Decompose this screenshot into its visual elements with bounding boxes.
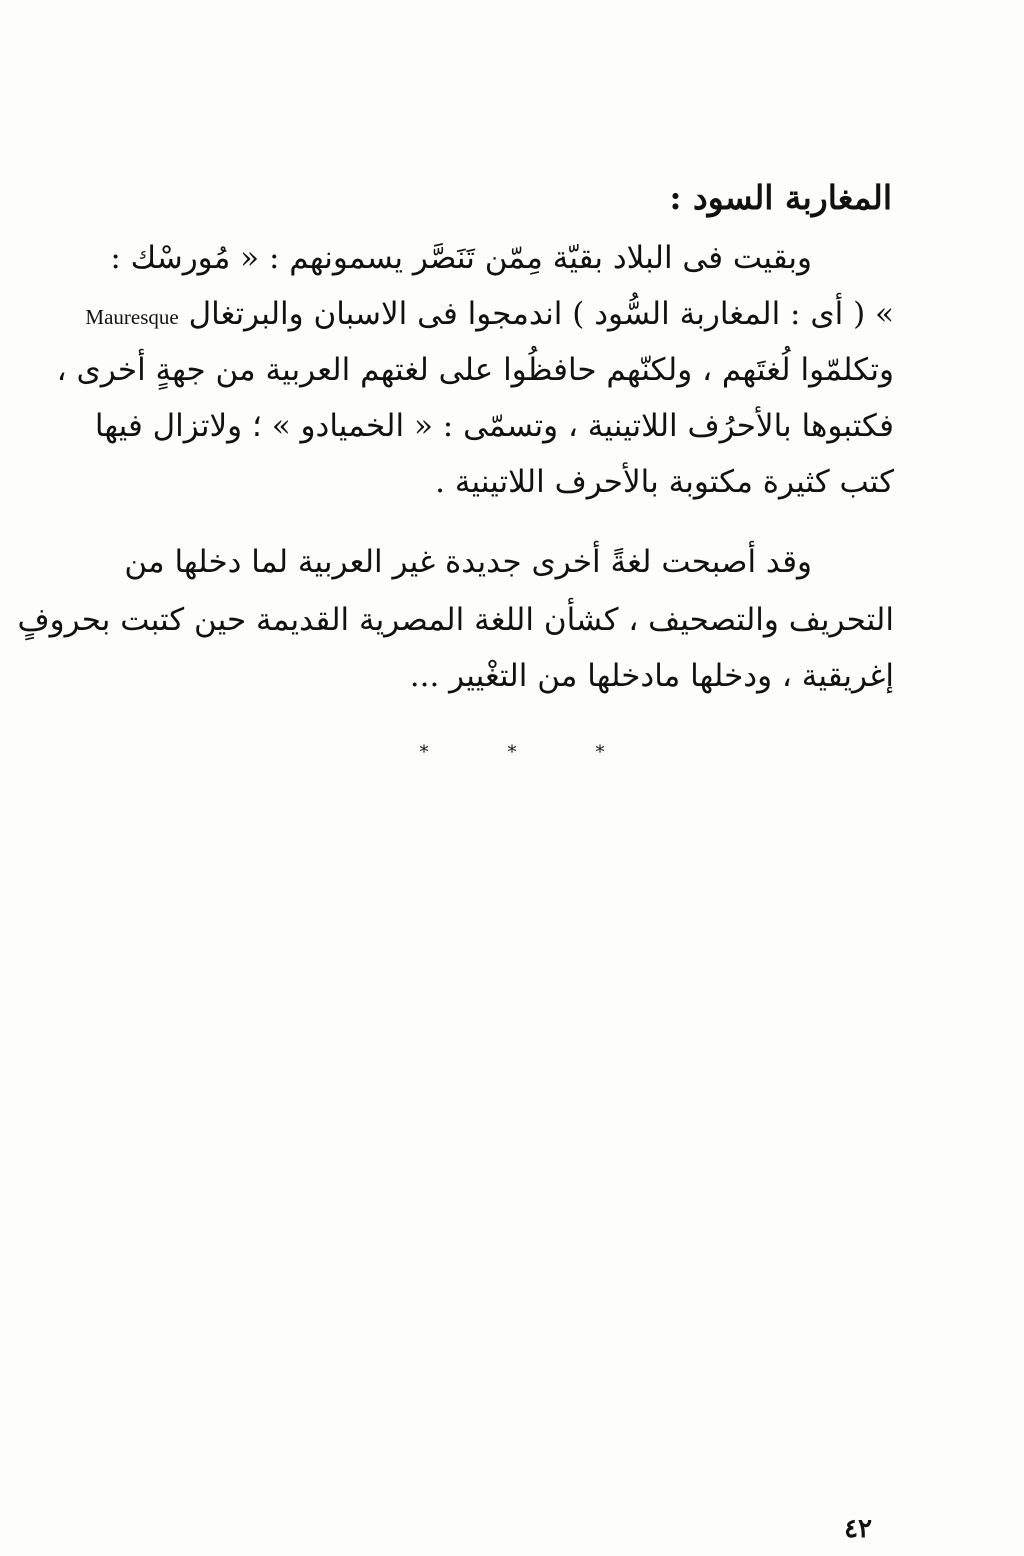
latin-word: Mauresque — [85, 305, 179, 329]
paragraph-1-line-1: وبقيت فى البلاد بقيّة مِمّن تَنَصَّر يسمونهم : « مُورسْك : — [110, 240, 812, 276]
paragraph-1-line-2 — [85, 292, 894, 339]
paragraph-1-line-2-text: » ( أى : المغاربة السُّود ) اندمجوا فى الاسبان والبرتغال — [188, 296, 894, 332]
section-separator — [0, 742, 1024, 763]
separator-star: * — [507, 742, 517, 763]
paragraph-1-line-3: وتكلمّوا لُغتَهم ، ولكنّهم حافظُوا على لغتهم العربية من جهةٍ أخرى ، — [56, 352, 894, 388]
paragraph-2-line-2: التحريف والتصحيف ، كشأن اللغة المصرية القديمة حين كتبت بحروفٍ — [17, 602, 894, 638]
paragraph-2-line-3: إغريقية ، ودخلها مادخلها من التغْيير ... — [409, 658, 894, 694]
page-number: ٤٢ — [844, 1514, 872, 1544]
paragraph-1-line-4: فكتبوها بالأحرُف اللاتينية ، وتسمّى : « الخميادو » ؛ ولاتزال فيها — [94, 408, 894, 444]
paragraph-2-line-1: وقد أصبحت لغةً أخرى جديدة غير العربية لما دخلها من — [124, 544, 812, 580]
separator-star: * — [419, 742, 429, 763]
section-heading: المغاربة السود : — [669, 178, 892, 217]
paragraph-1-line-5: كتب كثيرة مكتوبة بالأحرف اللاتينية . — [435, 464, 894, 500]
separator-star: * — [595, 742, 605, 763]
